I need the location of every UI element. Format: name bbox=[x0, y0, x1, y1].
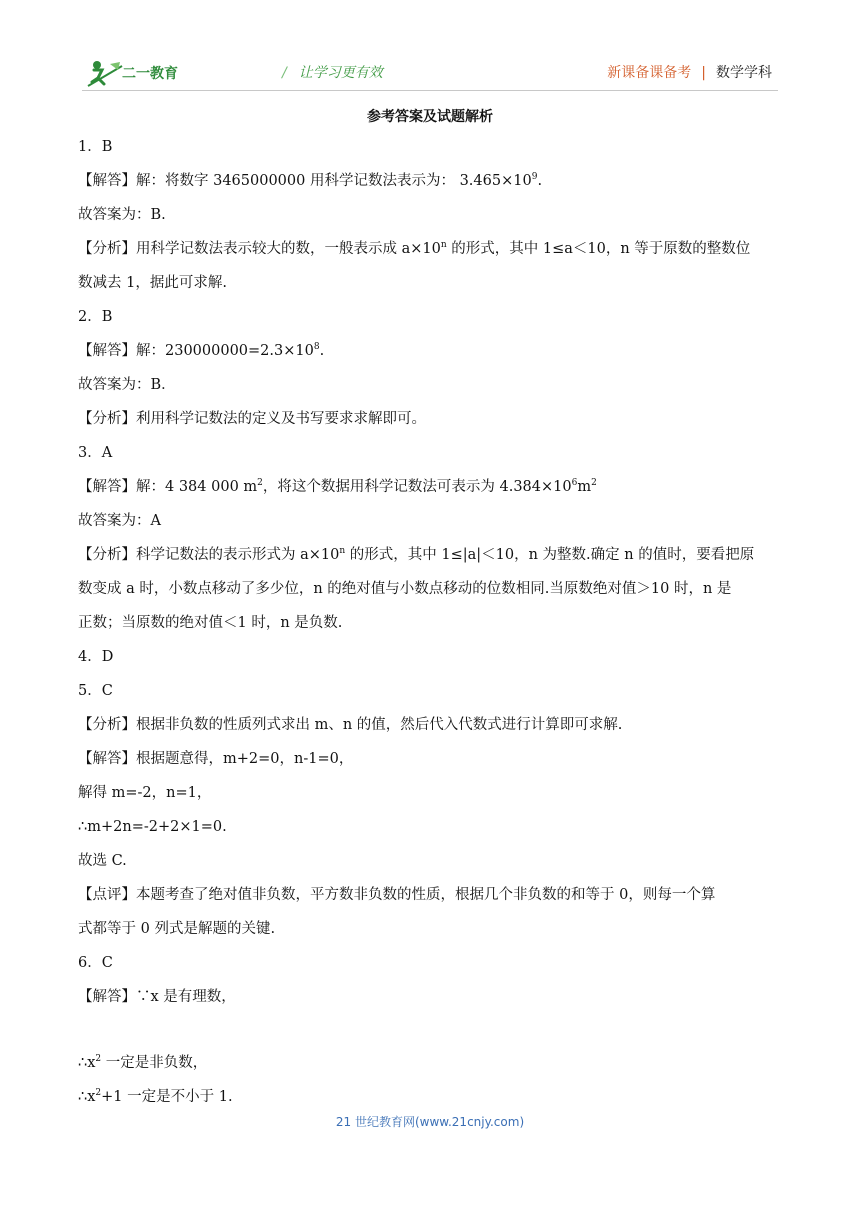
subject-text: 数学学科 bbox=[716, 65, 772, 81]
answer-6-solution: 【解答】∵x 是有理数， bbox=[78, 989, 236, 1005]
answer-3-analysis-cont: 数变成 a 时，小数点移动了多少位，n 的绝对值与小数点移动的位数相同.当原数绝对值＞10 时，n 是 bbox=[78, 581, 732, 597]
answer-3-conclusion: 故答案为：A bbox=[78, 513, 161, 529]
header-divider bbox=[82, 90, 778, 91]
answer-2-solution: 【解答】解：$230000000=2.3\times 10^8$. bbox=[78, 342, 325, 359]
slogan: / 让学习更有效 bbox=[282, 65, 383, 81]
logo-icon bbox=[82, 56, 192, 90]
answer-1-analysis: 【分析】用科学记数法表示较大的数，一般表示成 $a\times 10^n$ 的形式，其中 1≤a＜10，n 等于原数的整数位 bbox=[78, 240, 751, 257]
answer-5-step: ∴m+2n=-2+2×1=0. bbox=[78, 819, 227, 835]
answer-3-heading: 3．A bbox=[78, 445, 113, 461]
answer-4-heading: 4．D bbox=[78, 649, 114, 665]
answer-5-conclusion: 故选 C. bbox=[78, 853, 127, 869]
answer-1-solution: 【解答】解：将数字 3465000000 用科学记数法表示为： $3.465\times 10^9$. bbox=[78, 172, 543, 189]
blank-gap bbox=[78, 1014, 782, 1046]
answer-2-analysis: 【分析】利用科学记数法的定义及书写要求求解即可。 bbox=[78, 411, 426, 427]
page-title: 参考答案及试题解析 bbox=[367, 109, 493, 125]
answer-5-analysis: 【分析】根据非负数的性质列式求出 m、n 的值，然后代入代数式进行计算即可求解. bbox=[78, 717, 623, 733]
answer-3-solution: 【解答】解：4 384 000 $m^2$，将这个数据用科学记数法可表示为 $4.384\times 10^6m^2$ bbox=[78, 478, 597, 495]
answer-5-solution: 【解答】根据题意得，m+2=0，n-1=0， bbox=[78, 751, 354, 767]
svg-text:二一教育: 二一教育 bbox=[122, 66, 178, 82]
answer-5-comment-cont: 式都等于 0 列式是解题的关键. bbox=[78, 921, 276, 937]
answer-1-heading: 1．B bbox=[78, 139, 113, 155]
brand-text: 新课备课备考 bbox=[607, 65, 692, 81]
answer-6-step: $\therefore x^2$ 一定是非负数， bbox=[78, 1054, 208, 1071]
answer-1-analysis-cont: 数减去 1，据此可求解. bbox=[78, 275, 227, 291]
answer-3-analysis-cont: 正数；当原数的绝对值＜1 时，n 是负数. bbox=[78, 615, 343, 631]
answer-5-comment: 【点评】本题考查了绝对值非负数，平方数非负数的性质，根据几个非负数的和等于 0，则每一个算 bbox=[78, 887, 716, 903]
answer-6-heading: 6．C bbox=[78, 955, 113, 971]
answer-5-heading: 5．C bbox=[78, 683, 113, 699]
answer-1-conclusion: 故答案为：B. bbox=[78, 207, 166, 223]
page-header bbox=[82, 56, 778, 90]
answer-6-step: $\therefore x^2+1$ 一定是不小于 1. bbox=[78, 1088, 233, 1105]
answer-content bbox=[78, 130, 782, 1114]
answer-5-step: 解得 m=-2，n=1， bbox=[78, 785, 212, 801]
answer-3-analysis: 【分析】科学记数法的表示形式为 $a\times 10^n$ 的形式，其中 1≤|a|＜10，n 为整数.确定 n 的值时，要看把原 bbox=[78, 546, 755, 563]
page-footer: 21 世纪教育网(www.21cnjy.com) bbox=[335, 1115, 525, 1129]
answer-2-conclusion: 故答案为：B． bbox=[78, 377, 176, 393]
header-right: 新课备课备考 | 数学学科 bbox=[607, 65, 772, 81]
answer-2-heading: 2．B bbox=[78, 309, 113, 325]
